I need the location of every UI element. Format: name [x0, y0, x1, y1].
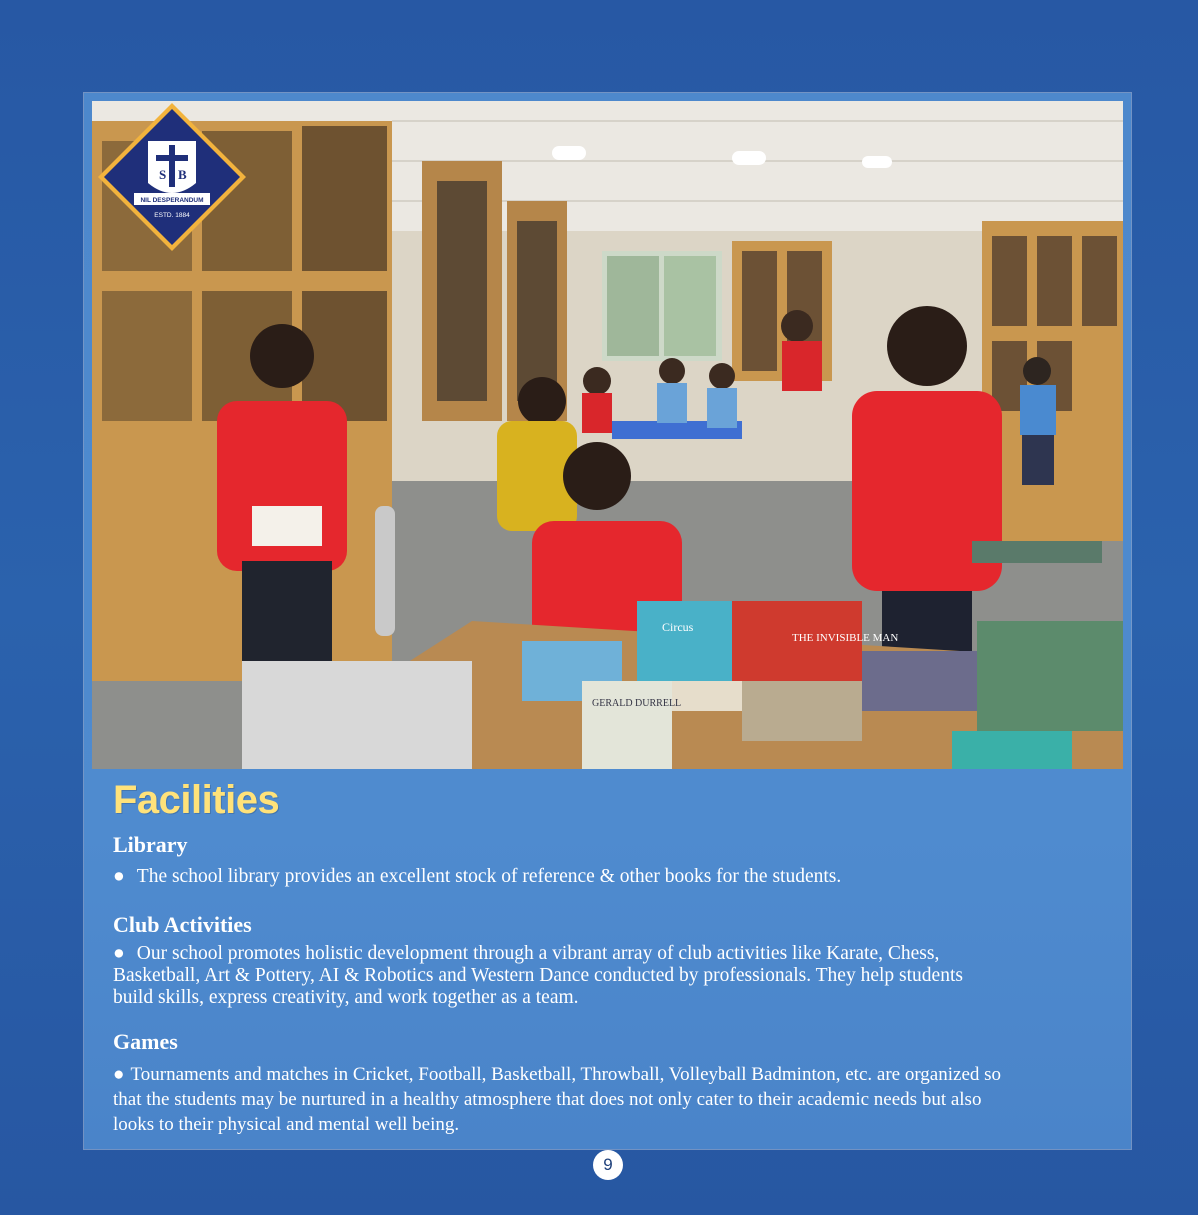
emblem-established: ESTD. 1884: [154, 212, 190, 219]
book-title-durrell: GERALD DURRELL: [592, 698, 682, 709]
book-title-circus: Circus: [662, 620, 694, 634]
club-activities-paragraph: [113, 943, 1113, 1009]
page-number: 9: [593, 1150, 623, 1180]
games-line: that the students may be nurtured in a healthy atmosphere that does not only cater to their academic needs but also: [113, 1089, 982, 1110]
library-paragraph: [113, 866, 1113, 888]
section-title-games: Games: [113, 1029, 178, 1054]
club-activities-line: Basketball, Art & Pottery, AI & Robotics and Western Dance conducted by professionals. They help students: [113, 965, 963, 986]
bullet-icon: ●: [113, 943, 125, 964]
games-paragraph: [113, 1062, 1123, 1137]
club-activities-line: build skills, express creativity, and work together as a team.: [113, 987, 579, 1008]
games-line: ● Tournaments and matches in Cricket, Football, Basketball, Throwball, Volleyball Badminton, etc. are organized so: [113, 1064, 1002, 1085]
school-emblem-logo: [96, 101, 248, 253]
page-title: Facilities: [113, 778, 280, 822]
svg-text:B: B: [178, 167, 187, 182]
section-title-library: Library: [113, 832, 188, 857]
svg-text:S: S: [159, 167, 167, 182]
section-title-club-activities: Club Activities: [113, 912, 252, 937]
bullet-icon: ●: [113, 1064, 125, 1085]
games-line: looks to their physical and mental well being.: [113, 1114, 460, 1135]
emblem-motto: NIL DESPERANDUM: [140, 197, 204, 204]
book-title-invisible-man: THE INVISIBLE MAN: [792, 632, 899, 644]
bullet-icon: ●: [113, 866, 125, 887]
club-activities-line: ● Our school promotes holistic development through a vibrant array of club activities like Karate, Chess,: [113, 943, 940, 964]
library-text: The school library provides an excellent stock of reference & other books for the students.: [136, 866, 842, 887]
